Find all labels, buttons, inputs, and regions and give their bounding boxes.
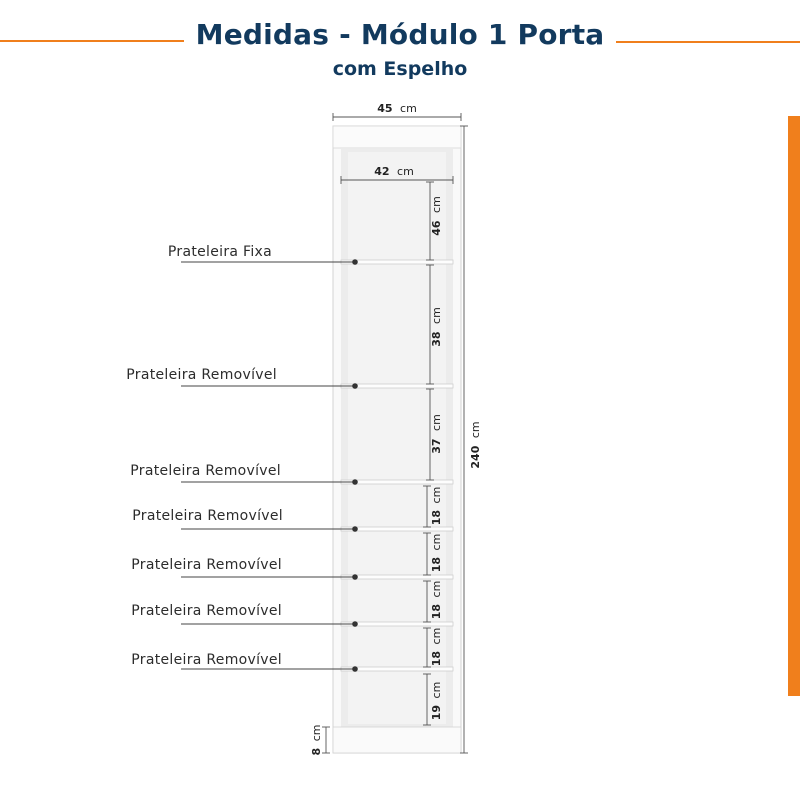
dim-unit: cm — [430, 580, 443, 598]
base-height-dimension — [310, 725, 330, 756]
leader-dot — [352, 666, 358, 672]
shelf-label-removable: Prateleira Removível — [131, 603, 282, 619]
page-title: Medidas - Módulo 1 Porta — [195, 18, 605, 51]
shelf-label-fixed: Prateleira Fixa — [167, 244, 272, 260]
dim-unit: cm — [430, 533, 443, 551]
dim-value: 37 — [430, 438, 443, 454]
shelf-label-removable: Prateleira Removível — [126, 367, 277, 383]
dim-unit: cm — [397, 165, 414, 178]
dim-value: 46 — [430, 220, 443, 236]
outer-width-dimension — [333, 102, 461, 121]
leader-dot — [352, 574, 358, 580]
dim-value: 8 — [310, 747, 323, 756]
base-height-label — [310, 725, 323, 756]
leader-dot — [352, 383, 358, 389]
shelf-label-removable: Prateleira Removível — [132, 508, 283, 524]
cabinet-top-panel — [333, 126, 461, 148]
dim-unit: cm — [430, 627, 443, 645]
shelf-label-removable: Prateleira Removível — [131, 557, 282, 573]
dim-unit: cm — [430, 307, 443, 324]
total-height-label — [469, 421, 482, 468]
leader-dot — [352, 259, 358, 265]
dim-value: 45 — [377, 102, 393, 115]
dim-value: 18 — [430, 650, 443, 667]
dim-value: 19 — [430, 704, 443, 721]
page-subtitle: com Espelho — [332, 58, 468, 80]
dim-unit: cm — [430, 486, 443, 504]
dim-value: 18 — [430, 509, 443, 526]
leader-dot — [352, 526, 358, 532]
dim-unit: cm — [310, 724, 323, 742]
shelf-label-removable: Prateleira Removível — [131, 652, 282, 668]
outer-width-label — [377, 102, 417, 115]
total-height-dimension — [460, 126, 482, 753]
dim-unit: cm — [430, 681, 443, 699]
leader-dot — [352, 621, 358, 627]
dim-value: 42 — [374, 165, 390, 178]
dim-value: 18 — [430, 556, 443, 573]
shelf-label-removable: Prateleira Removível — [130, 463, 281, 479]
leader-dot — [352, 479, 358, 485]
dim-value: 18 — [430, 603, 443, 620]
dim-value: 38 — [430, 331, 443, 347]
accent-side-bar — [788, 116, 800, 696]
dim-unit: cm — [430, 414, 443, 431]
dim-unit: cm — [469, 421, 482, 439]
dim-unit: cm — [400, 102, 417, 115]
cabinet-base — [333, 727, 461, 753]
dim-unit: cm — [430, 196, 443, 213]
dim-value: 240 — [469, 445, 482, 469]
